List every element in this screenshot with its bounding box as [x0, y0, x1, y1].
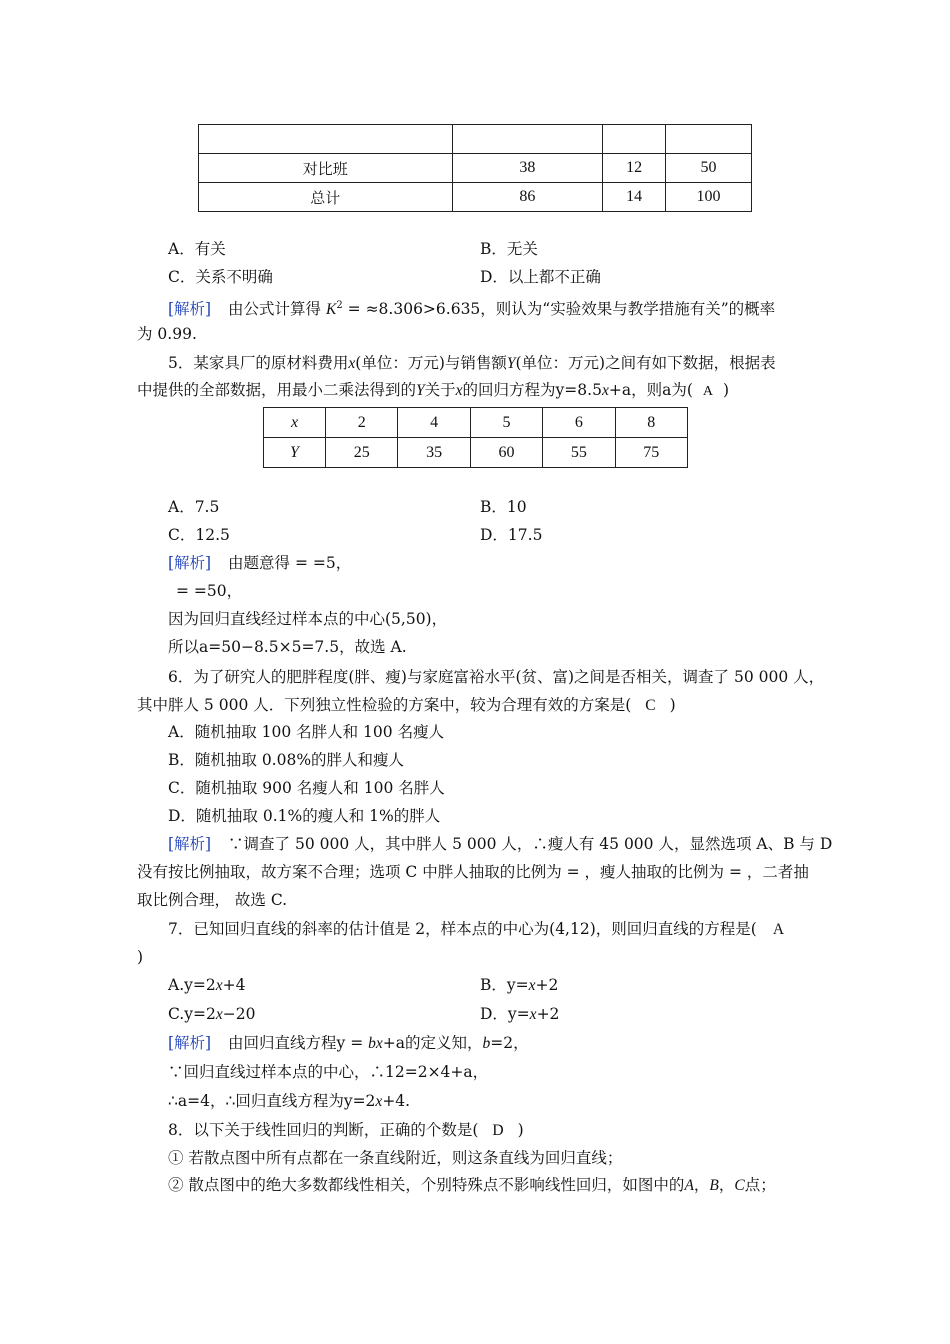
table-cell: 35 — [398, 438, 470, 468]
analysis-label: [解析] — [168, 835, 212, 853]
q6-option-c: C．随机抽取 900 名瘦人和 100 名胖人 — [168, 779, 445, 797]
table-cell: 总计 — [199, 183, 453, 212]
q7-stem-line2: ) — [137, 948, 144, 966]
q8-stem: 8．以下关于线性回归的判断，正确的个数是( D ) — [168, 1121, 524, 1139]
table-cell: Y — [264, 438, 326, 468]
q6-analysis-line3: 取比例合理， 故选 C. — [137, 891, 288, 909]
q6-option-a: A．随机抽取 100 名胖人和 100 名瘦人 — [168, 723, 445, 741]
table-cell: x — [264, 408, 326, 438]
table-cell: 50 — [666, 154, 752, 183]
analysis-label: [解析] — [168, 1034, 212, 1052]
q7-stem-line1: 7．已知回归直线的斜率的估计值是 2，样本点的中心为(4,12)，则回归直线的方程是( A — [168, 920, 785, 938]
q7-option-b: B．y=x+2 — [480, 976, 559, 994]
table-cell: 4 — [398, 408, 470, 438]
q8-item-1: ① 若散点图中所有点都在一条直线附近，则这条直线为回归直线； — [168, 1149, 623, 1167]
q8-answer: D — [492, 1122, 504, 1139]
table-cell: 38 — [452, 154, 603, 183]
q5-stem-line2: 中提供的全部数据，用最小二乘法得到的Y关于x的回归方程为y=8.5x+a，则a为( A ) — [137, 381, 730, 399]
table-cell: 55 — [543, 438, 615, 468]
table-cell: 60 — [470, 438, 542, 468]
table-cell: 2 — [326, 408, 398, 438]
q5-option-d: D．17.5 — [480, 526, 543, 544]
table-cell — [603, 125, 666, 154]
table-row — [199, 125, 752, 154]
q7-option-c: C.y=2x−20 — [168, 1005, 256, 1023]
table-row — [199, 183, 752, 212]
q4-analysis-cont: 为 0.99. — [137, 325, 197, 343]
q6-analysis-line2: 没有按比例抽取，故方案不合理；选项 C 中胖人抽取的比例为 = ，瘦人抽取的比例为 = ，二者抽 — [137, 863, 809, 881]
table-row — [264, 408, 688, 438]
table-cell — [199, 125, 453, 154]
q6-option-b: B．随机抽取 0.08%的胖人和瘦人 — [168, 751, 405, 769]
q5-answer: A — [702, 384, 713, 399]
q5-analysis-line4: 所以a=50−8.5×5=7.5，故选 A. — [168, 638, 407, 656]
q5-option-a: A．7.5 — [168, 498, 220, 516]
q6-stem-line1: 6．为了研究人的肥胖程度(胖、瘦)与家庭富裕水平(贫、富)之间是否相关，调查了 50 000 人， — [168, 668, 825, 686]
q5-analysis-line3: 因为回归直线经过样本点的中心(5,50)， — [168, 610, 448, 628]
q6-analysis: [解析] ∵调查了 50 000 人，其中胖人 5 000 人，∴瘦人有 45 000 人，显然选项 A、B 与 D — [168, 835, 833, 853]
q5-option-c: C．12.5 — [168, 526, 230, 544]
q7-analysis-line2: ∵回归直线过样本点的中心，∴12=2×4+a， — [168, 1063, 489, 1081]
table-cell — [666, 125, 752, 154]
analysis-label: [解析] — [168, 554, 212, 572]
q5-option-b: B．10 — [480, 498, 527, 516]
q4-option-c: C．关系不明确 — [168, 268, 273, 286]
q7-analysis: [解析] 由回归直线方程y = bx+a的定义知，b=2， — [168, 1034, 529, 1052]
table-cell: 14 — [603, 183, 666, 212]
table-cell: 86 — [452, 183, 603, 212]
q4-option-b: B．无关 — [480, 240, 538, 258]
table-cell: 25 — [326, 438, 398, 468]
q5-analysis: [解析] 由题意得 = =5， — [168, 554, 352, 572]
table-cell: 5 — [470, 408, 542, 438]
q7-answer: A — [772, 921, 785, 938]
q6-answer: C — [645, 697, 656, 714]
q5-stem-line1: 5．某家具厂的原材料费用x(单位：万元)与销售额Y(单位：万元)之间有如下数据，根据表 — [168, 354, 776, 372]
q4-analysis: [解析] 由公式计算得 $K^2 = \approx 8.306>6.635$，则认为“实验效果与教学措施有关”的概率 — [168, 300, 776, 319]
table-row — [264, 438, 688, 468]
q7-option-a: A.y=2x+4 — [168, 976, 246, 994]
contingency-table — [198, 124, 752, 212]
table-cell: 12 — [603, 154, 666, 183]
table-cell: 100 — [666, 183, 752, 212]
q7-analysis-line3: ∴a=4，∴回归直线方程为y=2x+4. — [168, 1092, 411, 1110]
q6-stem-line2: 其中胖人 5 000 人．下列独立性检验的方案中，较为合理有效的方案是( C ) — [137, 696, 676, 714]
analysis-label: [解析] — [168, 300, 212, 319]
q4-option-a: A．有关 — [168, 240, 226, 258]
table-cell: 6 — [543, 408, 615, 438]
table-row — [199, 154, 752, 183]
q7-option-d: D．y=x+2 — [480, 1005, 560, 1023]
q6-option-d: D．随机抽取 0.1%的瘦人和 1%的胖人 — [168, 807, 441, 825]
table-cell: 75 — [615, 438, 687, 468]
data-table — [263, 407, 688, 468]
q5-analysis-line2: = =50， — [176, 582, 243, 600]
table-cell: 8 — [615, 408, 687, 438]
table-cell: 对比班 — [199, 154, 453, 183]
q8-item-2: ② 散点图中的绝大多数都线性相关，个别特殊点不影响线性回归，如图中的A，B，C点； — [168, 1176, 776, 1194]
q4-option-d: D．以上都不正确 — [480, 268, 601, 286]
table-cell — [452, 125, 603, 154]
